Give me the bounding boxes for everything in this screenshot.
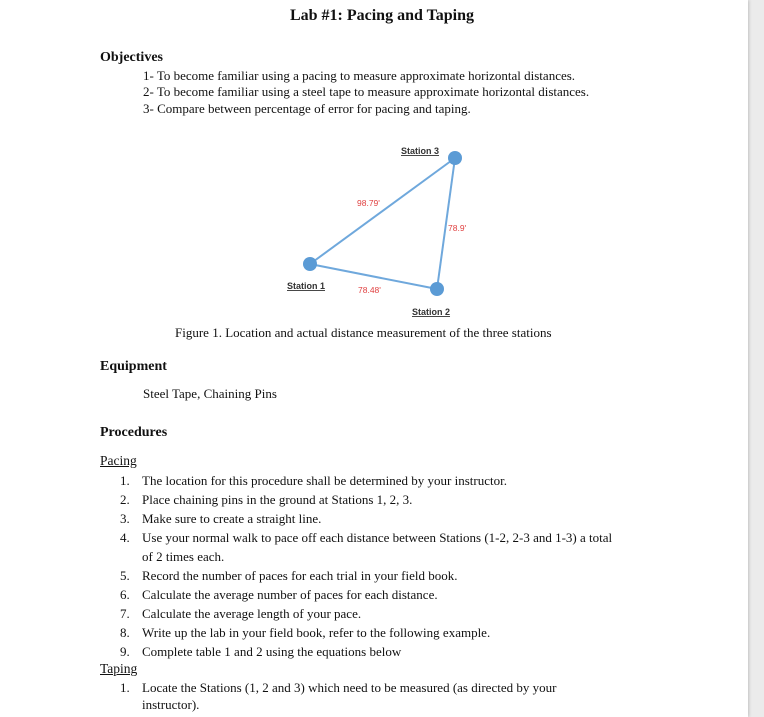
- station-2-label: Station 2: [412, 307, 451, 317]
- distance-s2-s3: 78.9': [448, 223, 467, 233]
- station-1-node: [303, 257, 317, 271]
- equipment-heading: Equipment: [100, 359, 167, 374]
- pacing-step: 8. Write up the lab in your field book, refer to the following example.: [120, 625, 491, 640]
- objective-item: 3- Compare between percentage of error for pacing and taping.: [143, 101, 471, 116]
- objective-item: 1- To become familiar using a pacing to measure approximate horizontal distances.: [143, 68, 576, 83]
- pacing-step: 5. Record the number of paces for each trial in your field book.: [120, 568, 458, 583]
- distance-s1-s2: 78.48': [358, 285, 381, 295]
- pacing-step: 7. Calculate the average length of your pace.: [120, 606, 362, 621]
- station-1-label: Station 1: [287, 281, 326, 291]
- objectives-heading: Objectives: [100, 50, 163, 65]
- taping-subheading: Taping: [100, 661, 138, 676]
- pacing-step: 4. Use your normal walk to pace off each distance between Stations (1-2, 2-3 and 1-3) a total: [120, 530, 613, 545]
- figure-caption: Figure 1. Location and actual distance measurement of the three stations: [175, 325, 552, 340]
- objective-item: 2- To become familiar using a steel tape to measure approximate horizontal distances.: [143, 84, 590, 99]
- distance-s1-s3: 98.79': [357, 198, 380, 208]
- pacing-step-continuation: of 2 times each.: [142, 549, 225, 564]
- station-diagram: [0, 0, 748, 330]
- pacing-step: 9. Complete table 1 and 2 using the equations below: [120, 644, 402, 659]
- station-3-node: [448, 151, 462, 165]
- pacing-step: 3. Make sure to create a straight line.: [120, 511, 322, 526]
- pacing-step: 2. Place chaining pins in the ground at Stations 1, 2, 3.: [120, 492, 413, 507]
- equipment-list: Steel Tape, Chaining Pins: [143, 386, 277, 401]
- edge-station1-station3: [310, 158, 455, 264]
- pacing-step: 6. Calculate the average number of paces for each distance.: [120, 587, 438, 602]
- procedures-heading: Procedures: [100, 425, 168, 440]
- pacing-step: 1. The location for this procedure shall be determined by your instructor.: [120, 473, 507, 488]
- taping-step: 1. Locate the Stations (1, 2 and 3) which need to be measured (as directed by your: [120, 680, 557, 695]
- pacing-subheading: Pacing: [100, 453, 137, 468]
- station-3-label: Station 3: [401, 146, 440, 156]
- station-2-node: [430, 282, 444, 296]
- taping-step-continuation: instructor).: [142, 697, 200, 712]
- document-title: Lab #1: Pacing and Taping: [289, 7, 475, 24]
